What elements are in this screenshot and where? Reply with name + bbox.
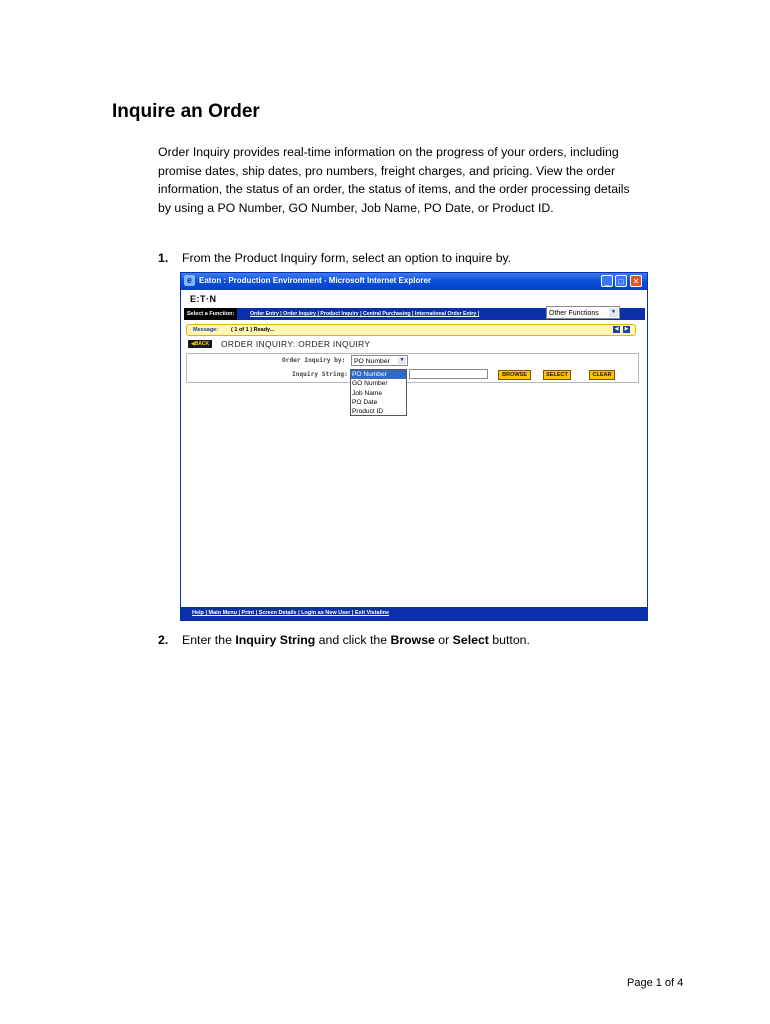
dropdown-option[interactable]: PO Date (352, 398, 378, 406)
window-title: Eaton : Production Environment - Microsoft Internet Explorer (199, 276, 432, 285)
dropdown-option[interactable]: GO Number (352, 380, 388, 388)
other-functions-select[interactable] (546, 306, 620, 319)
page-heading: ORDER INQUIRY: ORDER INQUIRY (221, 339, 371, 349)
browse-button[interactable]: BROWSE (498, 370, 531, 380)
dropdown-option[interactable]: Job Name (352, 389, 383, 397)
select-button[interactable]: SELECT (543, 370, 571, 380)
dropdown-option[interactable]: Product ID (352, 408, 384, 416)
message-label: Message: (193, 327, 219, 333)
close-icon[interactable]: ✕ (630, 275, 642, 287)
step-text-mid: and click the (315, 633, 391, 647)
selected-option: PO Number (354, 358, 390, 365)
intro-line: by using a PO Number, GO Number, Job Name, PO Date, or Product ID. (158, 200, 554, 215)
dropdown-option[interactable]: PO Number (351, 370, 406, 379)
inquiry-by-dropdown-list (350, 369, 407, 416)
bottom-link-bar (181, 607, 647, 620)
function-nav-links[interactable]: Order Entry | Order Inquiry | Product Inquiry | Central Purchasing | International Order Entry | (250, 311, 480, 317)
intro-line: Order Inquiry provides real-time information on the progress of your orders, including (158, 145, 619, 159)
prev-message-icon[interactable]: ◀ (614, 326, 619, 332)
message-bar (186, 324, 636, 336)
chevron-down-icon[interactable]: ▼ (399, 357, 405, 363)
select-function-label: Select a Function: (184, 308, 237, 320)
maximize-icon[interactable]: □ (615, 275, 627, 287)
step-1 (158, 251, 511, 265)
step-bold-browse: Browse (390, 633, 435, 647)
step-text: From the Product Inquiry form, select an option to inquire by. (182, 251, 512, 265)
intro-line: promise dates, ship dates, pro numbers, freight charges, and pricing. View the order (158, 163, 616, 178)
order-inquiry-by-select[interactable] (351, 355, 408, 366)
back-button[interactable]: ◀BACK (188, 340, 212, 348)
ie-logo-icon: e (184, 275, 195, 286)
browser-window-screenshot (180, 272, 648, 621)
function-nav-bar (184, 308, 645, 320)
window-titlebar (181, 273, 647, 290)
step-bold-inquiry-string: Inquiry String (235, 633, 316, 647)
intro-paragraph (158, 143, 658, 217)
step-bold-select: Select (452, 633, 489, 647)
order-inquiry-by-label: Order Inquiry by: (282, 357, 346, 364)
intro-line: information, the status of an order, the status of items, and the order processing details (158, 182, 630, 197)
message-text: ( 1 of 1 ) Ready... (231, 327, 275, 333)
clear-button[interactable]: CLEAR (589, 370, 615, 380)
page-title: Inquire an Order (112, 101, 260, 122)
bottom-links[interactable]: Help | Main Menu | Print | Screen Details | Login as New User | Exit Vistaline (192, 610, 390, 616)
step-number: 2. (158, 633, 169, 647)
step-text-pre: Enter the (182, 633, 236, 647)
step-2 (158, 633, 530, 647)
step-number: 1. (158, 251, 169, 265)
chevron-down-icon[interactable]: ▼ (609, 308, 618, 317)
page-number: Page 1 of 4 (627, 977, 684, 989)
eaton-logo: E:T·N (190, 294, 217, 304)
step-text-post: button. (488, 633, 530, 647)
inquiry-string-label: Inquiry String: (292, 371, 348, 378)
minimize-icon[interactable]: _ (601, 275, 613, 287)
inquiry-string-input[interactable] (409, 369, 488, 379)
next-message-icon[interactable]: ▶ (624, 326, 629, 332)
other-functions-value: Other Functions (549, 310, 599, 317)
step-text-or: or (434, 633, 453, 647)
